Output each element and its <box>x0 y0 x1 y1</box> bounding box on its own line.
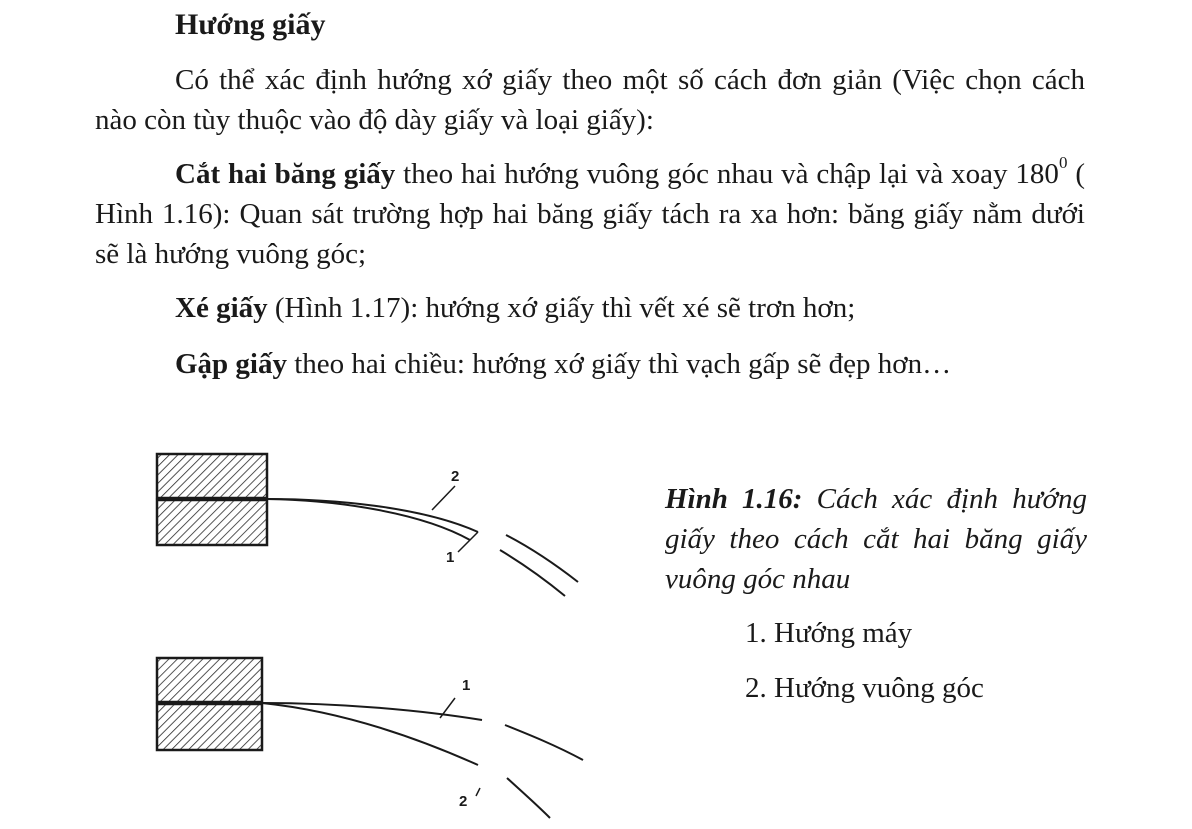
bottom-label-2: 2 <box>459 793 468 810</box>
method-cut-text-a: theo hai hướng vuông góc nhau và chập lại và xoay 180 <box>395 158 1059 190</box>
top-strip-upper <box>267 499 478 532</box>
figure-1-16-diagram <box>0 420 620 829</box>
bottom-clamp-block <box>157 658 262 750</box>
top-clamp-block <box>157 454 267 545</box>
bottom-label-1: 1 <box>462 677 471 694</box>
method-fold-paragraph <box>95 344 1085 384</box>
method-tear-text: (Hình 1.17): hướng xớ giấy thì vết xé sẽ trơn hơn; <box>267 292 856 324</box>
legend-item-cross-direction: 2. Hướng vuông góc <box>745 672 984 704</box>
method-fold-title: Gập giấy <box>175 348 287 380</box>
figure-caption-text: Cách xác định hướng giấy theo cách cắt hai băng giấy vuông góc nhau <box>665 483 1088 595</box>
top-strip-upper-end <box>506 535 578 582</box>
method-cut-paragraph <box>95 154 1085 274</box>
top-label-1: 1 <box>446 549 455 566</box>
figure-caption <box>665 479 1087 599</box>
method-cut-text-b: ( Hình 1.16): Quan sát trường hợp hai băng giấy tách ra xa hơn: băng giấy nằm dưới sẽ là hướng vuông góc; <box>95 158 1085 270</box>
bottom-strip-lower <box>262 703 478 765</box>
degree-superscript: 0 <box>1058 153 1068 173</box>
bottom-strip-upper-end <box>505 725 583 760</box>
legend-item-machine-direction: 1. Hướng máy <box>745 617 913 649</box>
method-tear-paragraph <box>95 288 1085 328</box>
section-heading: Hướng giấy <box>175 8 326 41</box>
intro-text: Có thể xác định hướng xớ giấy theo một số cách đơn giản (Việc chọn cách nào còn tùy thuộc vào độ dày giấy và loại giấy): <box>95 64 1085 136</box>
top-label-2: 2 <box>451 468 460 485</box>
method-cut-title: Cắt hai băng giấy <box>175 158 396 190</box>
bottom-strip-lower-end <box>507 778 550 818</box>
top-leader-2 <box>432 486 455 510</box>
intro-paragraph <box>95 60 1085 140</box>
method-tear-title: Xé giấy <box>175 292 268 324</box>
top-strip-lower-end <box>500 550 565 596</box>
figure-caption-number: Hình 1.16: <box>665 483 803 515</box>
method-fold-text: theo hai chiều: hướng xớ giấy thì vạch gấp sẽ đẹp hơn… <box>287 348 952 380</box>
bottom-leader-2 <box>476 788 480 796</box>
